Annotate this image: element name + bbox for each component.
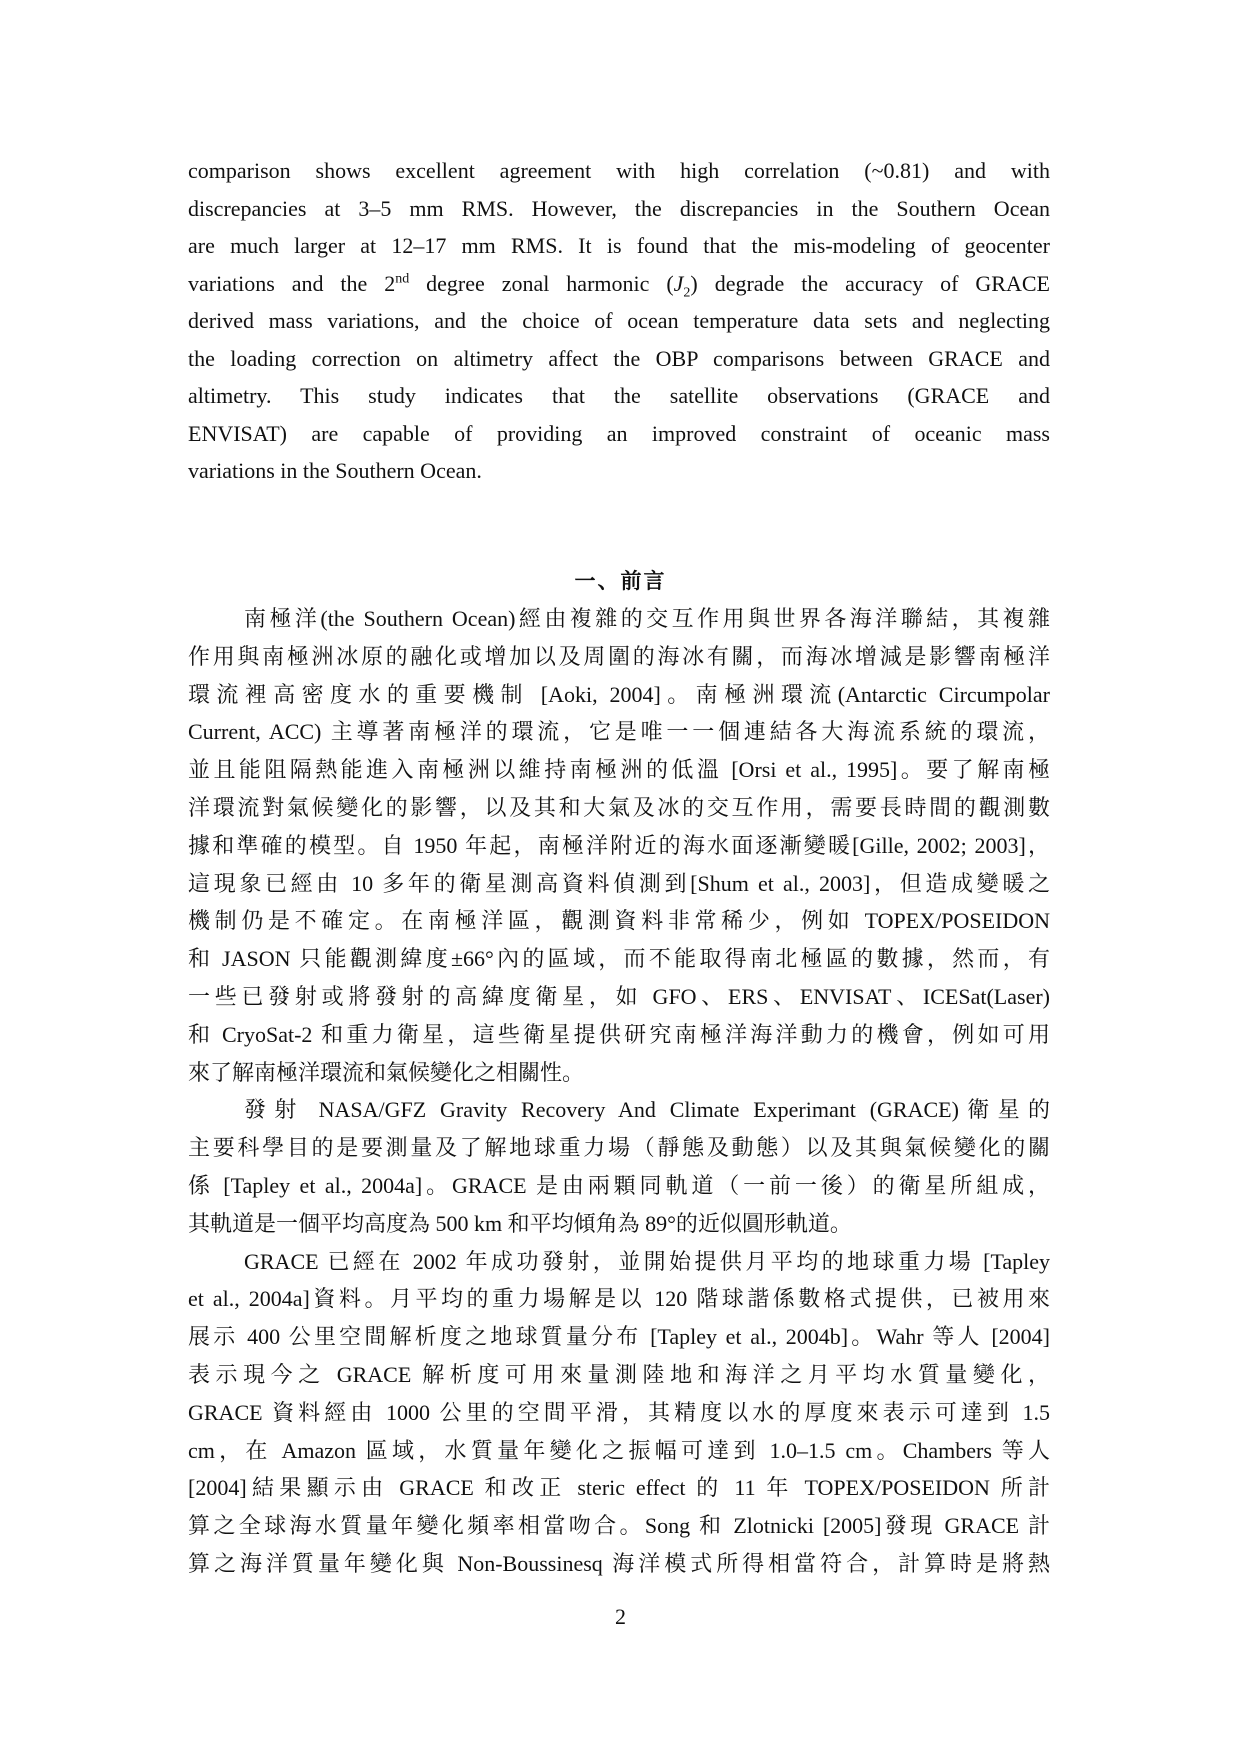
- body-line: 表示現今之 GRACE 解析度可用來量測陸地和海洋之月平均水質量變化，: [188, 1361, 1050, 1387]
- abstract-text: degree zonal harmonic (: [409, 270, 674, 296]
- abstract-paragraph: [188, 152, 1050, 490]
- body-line: 洋環流對氣候變化的影響，以及其和大氣及冰的交互作用，需要長時間的觀測數: [188, 794, 1050, 820]
- abstract-line: the loading correction on altimetry affect the OBP comparisons between GRACE and: [188, 345, 1050, 371]
- body-line: 並且能阻隔熱能進入南極洲以維持南極洲的低溫 [Orsi et al., 1995]。要了解南極: [188, 757, 1050, 783]
- abstract-text: ) degrade the accuracy of GRACE: [690, 270, 1050, 296]
- body-line: 展示 400 公里空間解析度之地球質量分布 [Tapley et al., 2004b]。Wahr 等人 [2004]: [188, 1324, 1050, 1350]
- body-line: 係 [Tapley et al., 2004a]。GRACE 是由兩顆同軌道（一前一後）的衛星所組成，: [188, 1172, 1050, 1198]
- body-line: Current, ACC) 主導著南極洋的環流，它是唯一一個連結各大海流系統的環流，: [188, 719, 1050, 745]
- abstract-text: variations and the 2: [188, 270, 396, 296]
- body-line: 主要科學目的是要測量及了解地球重力場（靜態及動態）以及其與氣候變化的關: [188, 1135, 1050, 1161]
- body-line: GRACE 已經在 2002 年成功發射，並開始提供月平均的地球重力場 [Tapley: [244, 1248, 1050, 1274]
- body-line: 一些已發射或將發射的高緯度衛星，如 GFO、ERS、ENVISAT、ICESat(Laser): [188, 983, 1050, 1009]
- abstract-line: altimetry. This study indicates that the satellite observations (GRACE and: [188, 383, 1050, 408]
- body-line: 南極洋(the Southern Ocean)經由複雜的交互作用與世界各海洋聯結，其複雜: [244, 606, 1050, 631]
- body-line: 來了解南極洋環流和氣候變化之相關性。: [188, 1059, 585, 1085]
- abstract-line: [188, 265, 1050, 303]
- abstract-line: discrepancies at 3–5 mm RMS. However, the discrepancies in the Southern Ocean: [188, 195, 1050, 221]
- body-line: 算之海洋質量年變化與 Non-Boussinesq 海洋模式所得相當符合，計算時是將熱: [188, 1550, 1050, 1576]
- j2-subscript: 2: [683, 284, 691, 300]
- body-line: 環流裡高密度水的重要機制 [Aoki, 2004]。南極洲環流(Antarctic Circumpolar: [188, 681, 1050, 707]
- abstract-line: are much larger at 12–17 mm RMS. It is found that the mis-modeling of geocenter: [188, 233, 1050, 258]
- body-text: [188, 600, 1050, 1583]
- body-line: 和 JASON 只能觀測緯度±66°內的區域，而不能取得南北極區的數據，然而，有: [188, 946, 1050, 972]
- body-line: GRACE 資料經由 1000 公里的空間平滑，其精度以水的厚度來表示可達到 1.5: [188, 1399, 1050, 1425]
- body-line: 作用與南極洲冰原的融化或增加以及周圍的海冰有關，而海冰增減是影響南極洋: [188, 643, 1050, 669]
- body-line: 和 CryoSat-2 和重力衛星，這些衛星提供研究南極洋海洋動力的機會，例如可用: [188, 1021, 1050, 1047]
- j2-symbol: J: [673, 270, 684, 296]
- body-line: cm，在 Amazon 區域，水質量年變化之振幅可達到 1.0–1.5 cm。Chambers 等人: [188, 1437, 1050, 1463]
- abstract-line: variations in the Southern Ocean.: [188, 458, 482, 483]
- body-line: 機制仍是不確定。在南極洋區，觀測資料非常稀少，例如 TOPEX/POSEIDON: [188, 908, 1050, 934]
- body-line: 發射 NASA/GFZ Gravity Recovery And Climate Experimant (GRACE)衛星的: [244, 1097, 1050, 1123]
- body-line: et al., 2004a]資料。月平均的重力場解是以 120 階球諧係數格式提供，已被用來: [188, 1286, 1050, 1312]
- body-line: 據和準確的模型。自 1950 年起，南極洋附近的海水面逐漸變暖[Gille, 2002; 2003]，: [188, 832, 1050, 858]
- page-number: 2: [615, 1604, 626, 1629]
- ordinal-superscript: nd: [395, 271, 410, 287]
- body-line: 其軌道是一個平均高度為 500 km 和平均傾角為 89°的近似圓形軌道。: [188, 1210, 852, 1236]
- section-title: 一、前言: [574, 569, 667, 593]
- abstract-line: comparison shows excellent agreement with high correlation (~0.81) and with: [188, 158, 1050, 183]
- body-line: 算之全球海水質量年變化頻率相當吻合。Song 和 Zlotnicki [2005]發現 GRACE 計: [188, 1513, 1050, 1539]
- body-line: 這現象已經由 10 多年的衛星測高資料偵測到[Shum et al., 2003]，但造成變暖之: [188, 870, 1050, 896]
- abstract-line: derived mass variations, and the choice of ocean temperature data sets and neglecting: [188, 308, 1050, 333]
- body-line: [2004]結果顯示由 GRACE 和改正 steric effect 的 11 年 TOPEX/POSEIDON 所計: [188, 1475, 1050, 1501]
- abstract-line: ENVISAT) are capable of providing an improved constraint of oceanic mass: [188, 420, 1050, 446]
